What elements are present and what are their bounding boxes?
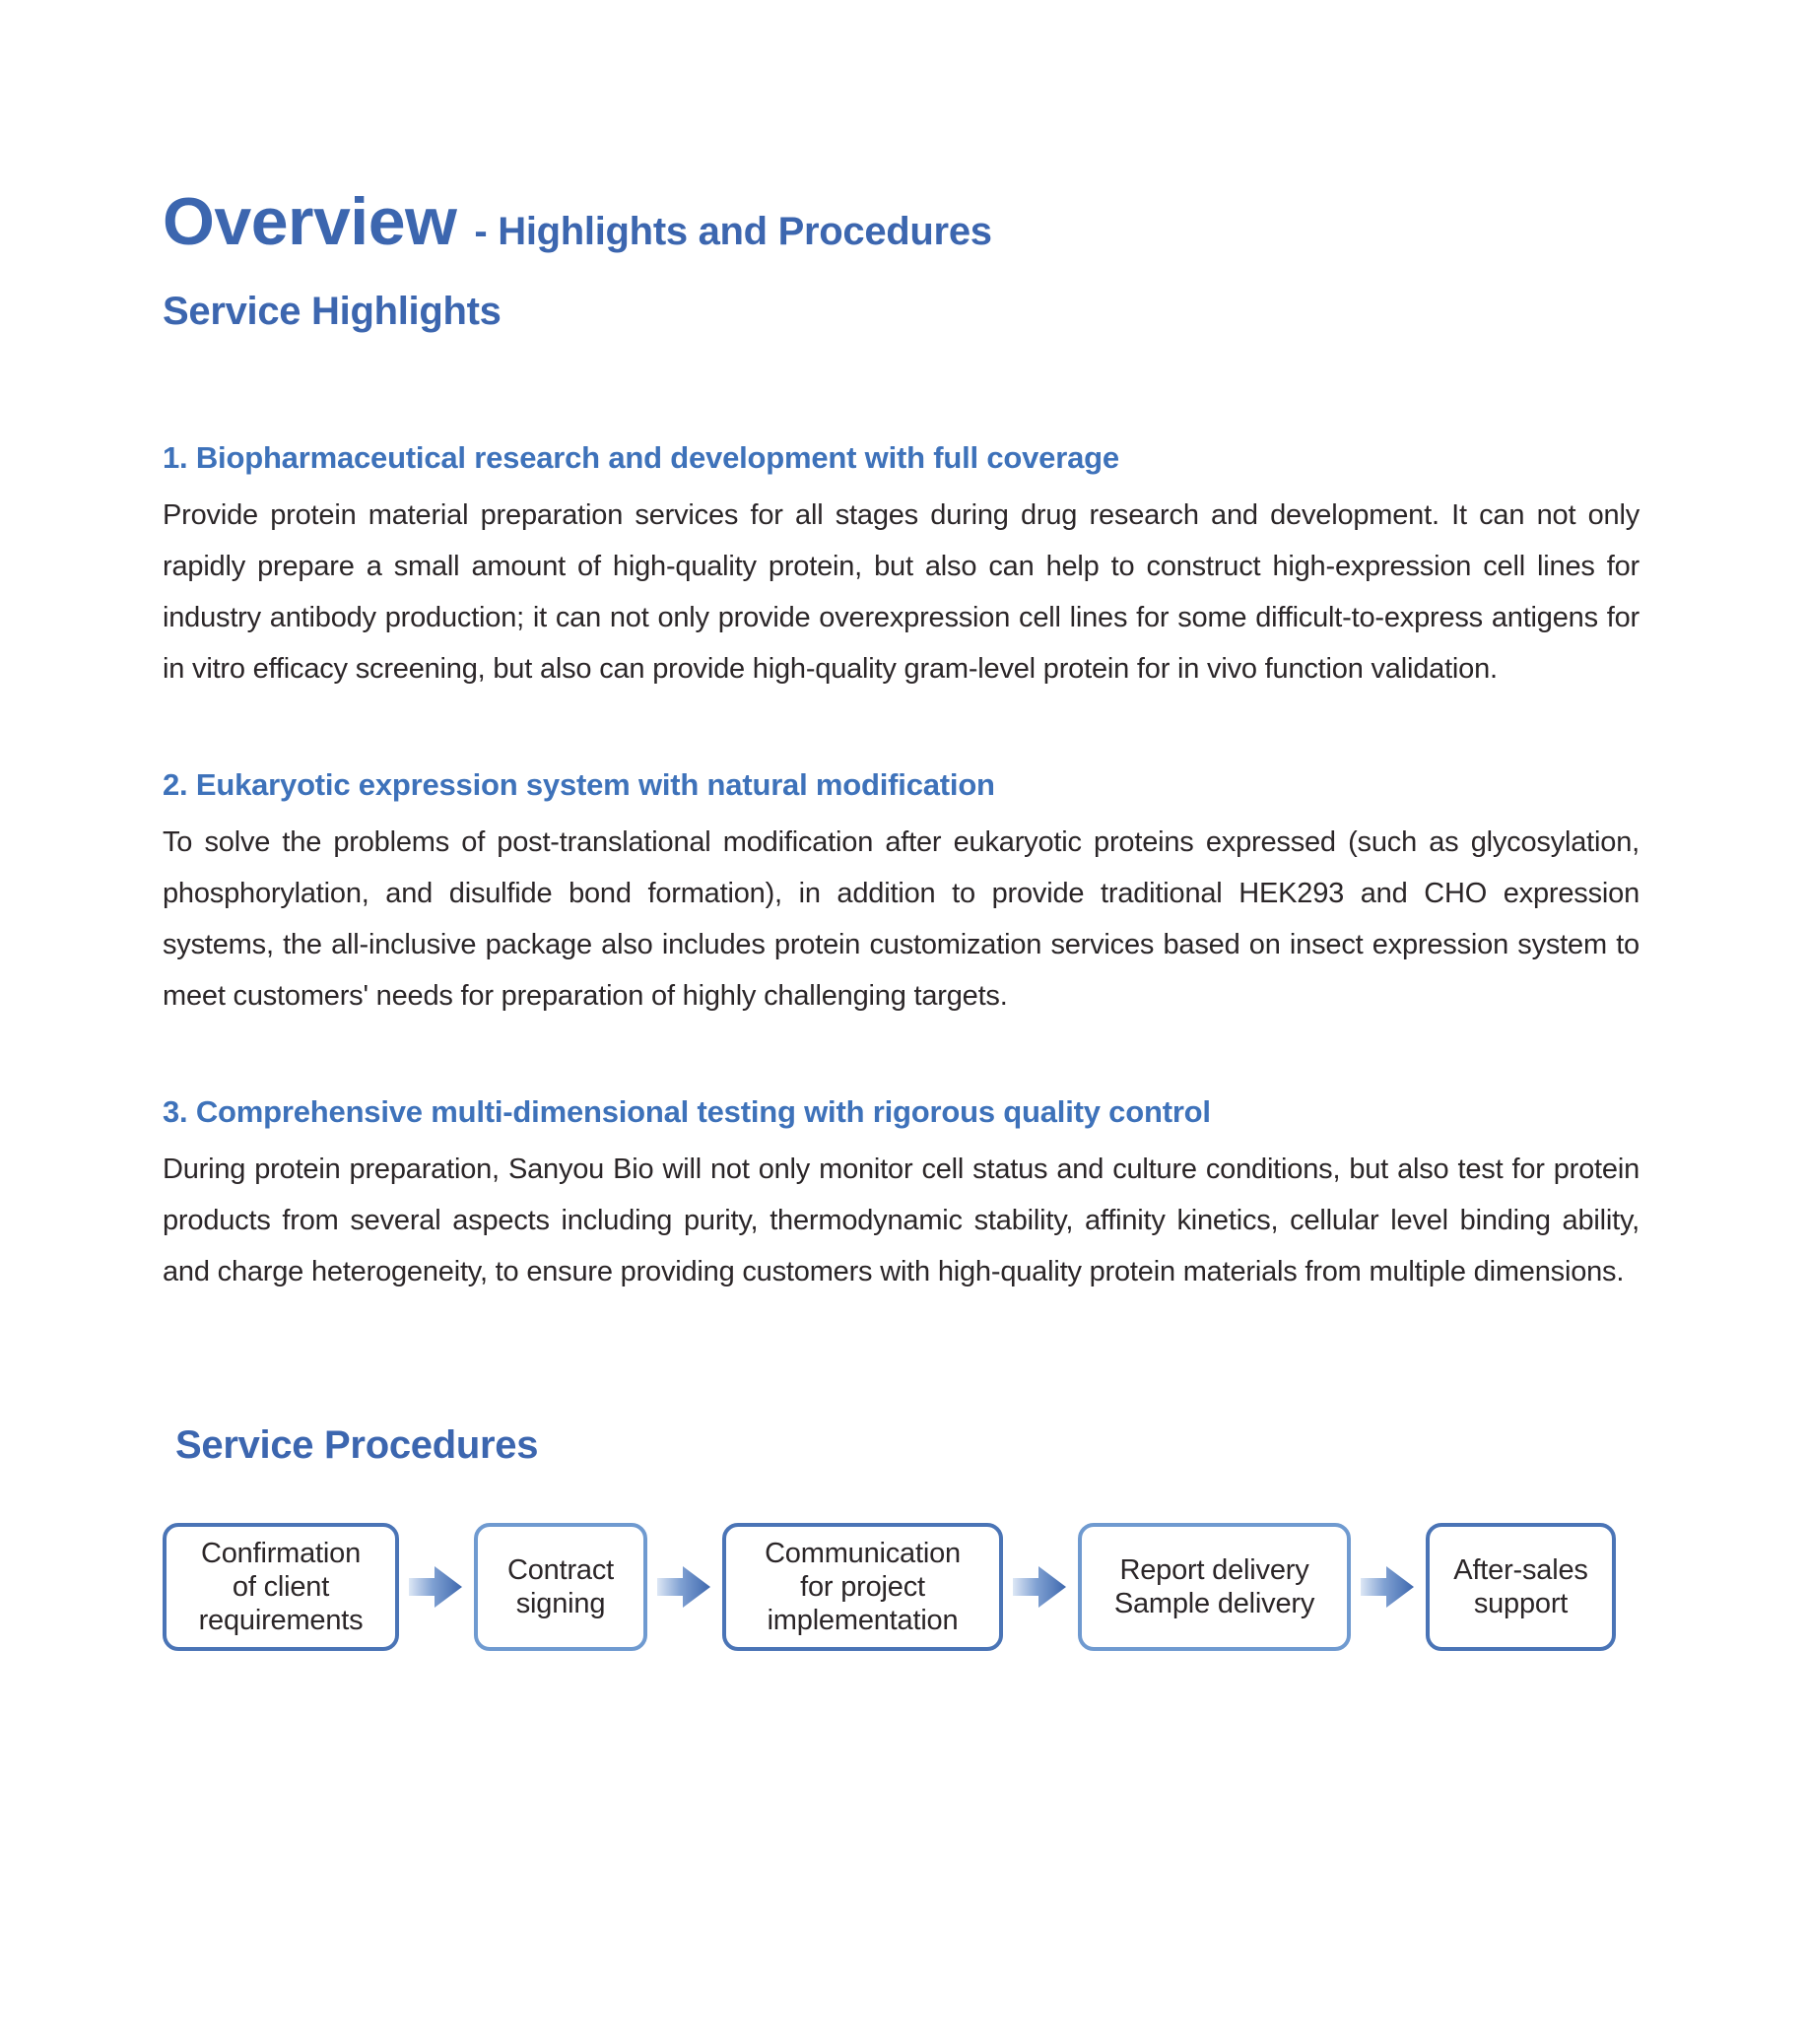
flow-step-line: signing [515,1588,606,1619]
page-title-main: Overview [163,184,457,259]
flow-step-line: Report delivery [1119,1554,1309,1586]
page-title-subtitle: - Highlights and Procedures [474,210,992,253]
flow-step-line: After-sales [1453,1554,1588,1586]
highlight-section-2 [163,767,1640,1022]
flow-step-confirmation [163,1523,399,1651]
flow-step-communication [722,1523,1003,1651]
flow-step-line: implementation [767,1605,959,1636]
service-procedures-flowchart [163,1523,1640,1651]
highlight-2-body: To solve the problems of post-translational modification after eukaryotic proteins expressed (such as glycosylation, phosphorylation, and disulfide bond formation), in addition to provide traditional HEK293 and CHO expression systems, the all-inclusive package also includes protein customization services based on insect expression system to meet customers' needs for preparation of highly challenging targets. [163,826,1640,1012]
arrow-right-icon [1361,1563,1416,1611]
flow-step-contract [474,1523,647,1651]
flow-step-line: for project [800,1571,925,1603]
arrow-right-icon [1013,1563,1068,1611]
highlight-3-heading: 3. Comprehensive multi-dimensional testing with rigorous quality control [163,1094,1211,1129]
highlight-1-heading: 1. Biopharmaceutical research and development with full coverage [163,440,1119,475]
highlight-3-body: During protein preparation, Sanyou Bio will not only monitor cell status and culture conditions, but also test for protein products from several aspects including purity, thermodynamic stability, affinity kinetics, cellular level binding ability, and charge heterogeneity, to ensure providing customers with high-quality protein materials from multiple dimensions. [163,1154,1640,1287]
page-title [163,183,1640,260]
highlight-1-body: Provide protein material preparation services for all stages during drug research and development. It can not only rapidly prepare a small amount of high-quality protein, but also can help to construct high-expression cell lines for industry antibody production; it can not only provide overexpression cell lines for some difficult-to-express antigens for in vitro efficacy screening, but also can provide high-quality gram-level protein for in vivo function validation. [163,499,1640,685]
arrow-right-icon [409,1563,464,1611]
flow-step-line: support [1473,1588,1569,1619]
highlight-section-1 [163,440,1640,694]
service-procedures-heading: Service Procedures [175,1423,539,1467]
flow-step-line: of client [232,1571,330,1603]
arrow-right-icon [657,1563,712,1611]
flow-step-after-sales [1426,1523,1616,1651]
flow-step-line: Contract [507,1554,614,1586]
flow-step-report-delivery [1078,1523,1351,1651]
flow-step-line: Confirmation [201,1538,361,1569]
highlight-2-heading: 2. Eukaryotic expression system with natural modification [163,767,995,802]
flow-step-line: Communication [765,1538,961,1569]
flow-step-line: requirements [198,1605,364,1636]
highlight-section-3 [163,1094,1640,1297]
service-highlights-heading: Service Highlights [163,290,502,333]
flow-step-line: Sample delivery [1113,1588,1315,1619]
